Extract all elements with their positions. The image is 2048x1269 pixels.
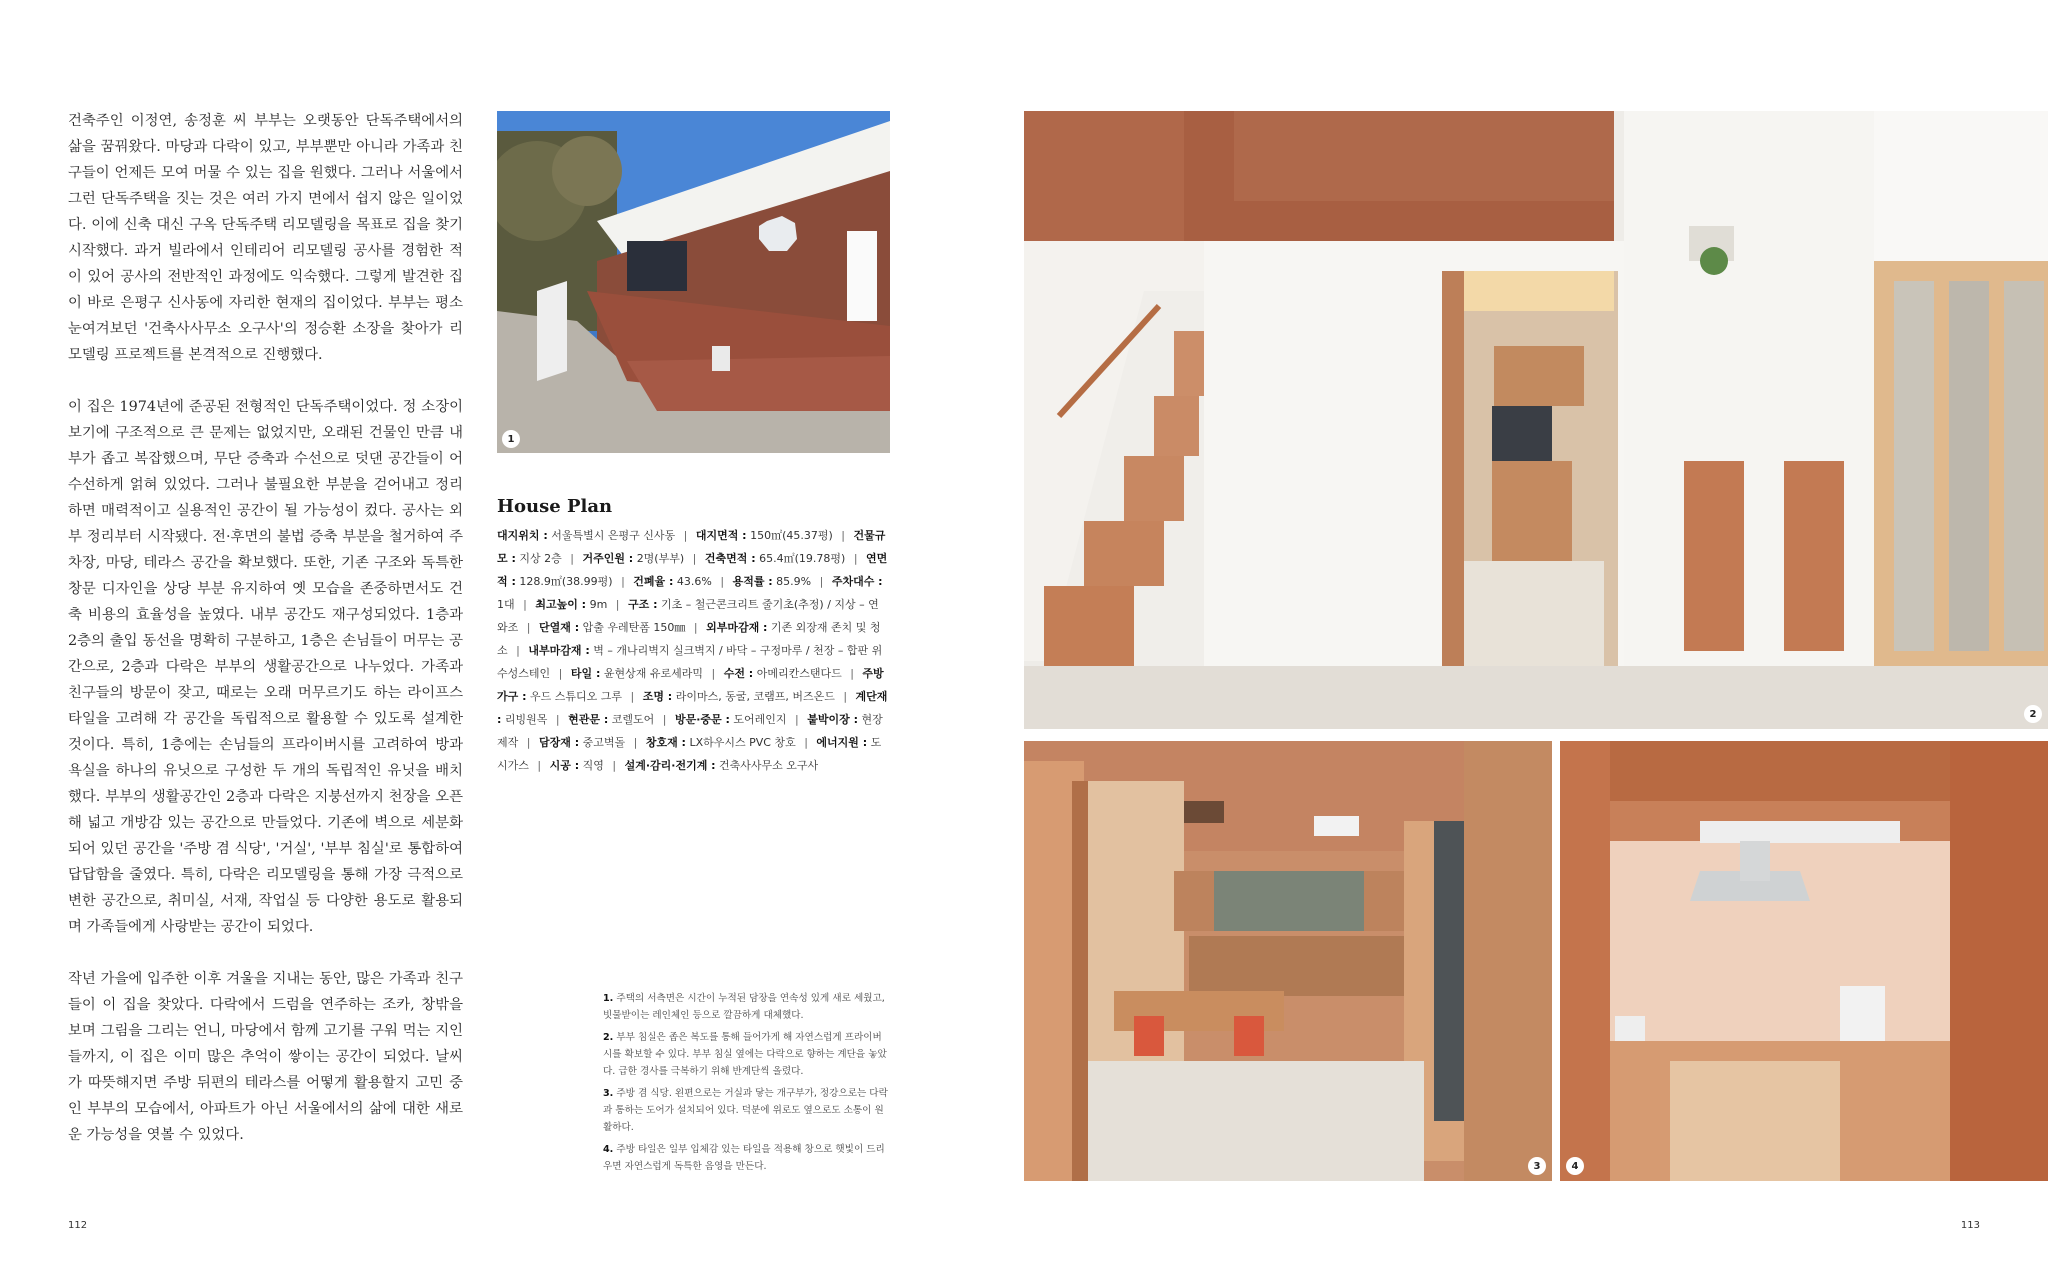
page-number-right: 113	[1960, 1220, 1980, 1231]
plan-spec-item	[625, 759, 819, 772]
plan-spec-label: 최고높이 :	[535, 598, 587, 611]
plan-spec-item	[724, 667, 842, 680]
photo-kitchen-dining	[1024, 741, 1552, 1181]
plan-spec-item	[646, 736, 796, 749]
plan-spec-label: 창호재 :	[645, 736, 686, 749]
plan-separator: |	[555, 713, 560, 726]
plan-spec-value: 기존 외장재 존치 및 청소	[497, 621, 881, 657]
photo-number-badge: 1	[502, 430, 520, 448]
plan-separator: |	[850, 667, 854, 680]
photo-captions	[603, 990, 890, 1180]
plan-separator: |	[621, 575, 625, 588]
plan-spec-value: 서울특별시 은평구 신사동	[551, 529, 676, 542]
plan-separator: |	[693, 621, 698, 634]
plan-spec-label: 구조 :	[628, 598, 658, 611]
plan-spec-value: 1대	[497, 598, 515, 611]
plan-spec-value: 지상 2층	[519, 552, 562, 565]
plan-separator: |	[683, 529, 688, 542]
plan-spec-value: 리빙원목	[504, 713, 548, 726]
article-body	[68, 108, 463, 1174]
plan-spec-value: 85.9%	[776, 575, 812, 588]
plan-spec-label: 붙박이장 :	[807, 713, 858, 726]
house-plan-specs	[497, 524, 889, 777]
plan-separator: |	[692, 552, 697, 565]
plan-separator: |	[853, 552, 858, 565]
plan-spec-value: 도어레인지	[733, 713, 787, 726]
plan-spec-label: 타일 :	[570, 667, 601, 680]
plan-spec-label: 방문·중문 :	[674, 713, 730, 726]
plan-spec-label: 내부마감재 :	[528, 644, 590, 657]
plan-spec-value: 128.9㎡(38.99평)	[519, 575, 613, 588]
plan-spec-value: 150㎡(45.37평)	[750, 529, 833, 542]
plan-separator: |	[537, 759, 542, 772]
plan-spec-label: 조명 :	[642, 690, 673, 703]
plan-spec-label: 연면적 :	[497, 552, 888, 588]
plan-spec-item	[705, 552, 845, 565]
plan-spec-item	[497, 529, 675, 542]
plan-spec-label: 대지위치 :	[497, 529, 548, 542]
plan-separator: |	[612, 759, 617, 772]
plan-spec-value: 건축사사무소 오구사	[719, 759, 819, 772]
plan-spec-item	[535, 598, 607, 611]
plan-separator: |	[570, 552, 574, 565]
house-plan-title: House Plan	[497, 496, 613, 517]
plan-spec-label: 건폐율 :	[633, 575, 674, 588]
photo-kitchen-tiles	[1560, 741, 2048, 1181]
plan-spec-value: 우드 스튜디오 그루	[529, 690, 622, 703]
body-paragraph: 작년 가을에 입주한 이후 겨울을 지내는 동안, 많은 가족과 친구들이 이 집을 찾았다. 다락에서 드럼을 연주하는 조카, 창밖을 보며 그림을 그리는 언니, 마당에서 함께 고기를 구워 먹는 지인들까지, 이 집은 이미 많은 추억이 쌓이는 공간이 되었다. 날씨가 따뜻해지면 주방 뒤편의 테라스를 어떻게 활용할지 고민 중인 부부의 모습에서, 아파트가 아닌 서울에서의 삶에 대한 새로운 가능성을 엿볼 수 있었다.	[68, 971, 463, 1143]
plan-separator: |	[516, 644, 520, 657]
plan-separator: |	[630, 690, 635, 703]
photo-number-badge: 4	[1566, 1157, 1584, 1175]
plan-spec-label: 수전 :	[723, 667, 754, 680]
plan-separator: |	[819, 575, 824, 588]
plan-spec-label: 설계·감리·전기계 :	[624, 759, 716, 772]
plan-spec-value: 기초 – 철근콘크리트 줄기초(추정) / 지상 – 연와조	[497, 598, 879, 634]
caption-item: 3. 주방 겸 식당. 왼편으로는 거실과 닿는 개구부가, 정강으로는 다락과 통하는 도어가 설치되어 있다. 덕분에 위로도 옆으로도 소통이 원활하다.	[603, 1088, 888, 1133]
plan-spec-item	[696, 529, 833, 542]
plan-spec-item	[550, 759, 604, 772]
caption-item: 4. 주방 타일은 일부 입체감 있는 타일을 적용해 창으로 햇빛이 드리우면 자연스럽게 독특한 음영을 만든다.	[603, 1144, 885, 1172]
plan-separator: |	[558, 667, 563, 680]
plan-spec-label: 현관문 :	[568, 713, 609, 726]
caption-item: 1. 주택의 서측면은 시간이 누적된 담장을 연속성 있게 새로 세웠고, 빗물받이는 레인체인 등으로 깔끔하게 대체했다.	[603, 993, 885, 1021]
plan-spec-value: 아메리칸스탠다드	[756, 667, 842, 680]
body-paragraph: 건축주인 이정연, 송정훈 씨 부부는 오랫동안 단독주택에서의 삶을 꿈꿔왔다. 마당과 다락이 있고, 부부뿐만 아니라 가족과 친구들이 언제든 모여 머물 수 있는 집을 원했다. 그러나 서울에서 그런 단독주택을 짓는 것은 여러 가지 면에서 쉽지 않은 일이었다. 이에 신축 대신 구옥 단독주택 리모델링을 목표로 집을 찾기 시작했다. 과거 빌라에서 인테리어 리모델링 공사를 경험한 적이 있어 공사의 전반적인 과정에도 익숙했다. 그렇게 발견한 집이 바로 은평구 신사동에 자리한 현재의 집이었다. 부부는 평소 눈여겨보던 '건축사사무소 오구사'의 정승환 소장을 찾아가 리모델링 프로젝트를 본격적으로 진행했다.	[68, 113, 463, 363]
plan-spec-item	[539, 736, 625, 749]
plan-spec-value: 코렐도어	[611, 713, 655, 726]
plan-spec-value: 2명(부부)	[636, 552, 685, 565]
plan-separator: |	[711, 667, 716, 680]
plan-spec-item	[733, 575, 812, 588]
plan-spec-value: 압출 우레탄폼 150㎜	[582, 621, 686, 634]
plan-spec-value: 65.4㎡(19.78평)	[759, 552, 846, 565]
plan-spec-label: 주방 가구 :	[497, 667, 884, 703]
plan-spec-label: 단열재 :	[538, 621, 580, 634]
plan-spec-value: 43.6%	[676, 575, 712, 588]
caption-item: 2. 부부 침실은 좁은 복도를 통해 들어가게 해 자연스럽게 프라이버시를 확보할 수 있다. 부부 침실 옆에는 다락으로 향하는 계단을 놓았다. 급한 경사를 극복하기 위해 반계단씩 올렸다.	[603, 1032, 887, 1077]
plan-separator: |	[841, 529, 845, 542]
photo-exterior	[497, 111, 890, 453]
plan-spec-label: 건축면적 :	[704, 552, 756, 565]
plan-spec-label: 외부마감재 :	[706, 621, 768, 634]
page-number-left: 112	[68, 1220, 88, 1231]
plan-spec-item	[571, 667, 703, 680]
plan-separator: |	[720, 575, 725, 588]
plan-separator: |	[662, 713, 667, 726]
photo-bedroom-stair	[1024, 111, 2048, 729]
plan-spec-item	[633, 575, 712, 588]
plan-spec-label: 거주인원 :	[582, 552, 634, 565]
plan-spec-value: LX하우시스 PVC 창호	[689, 736, 796, 749]
plan-spec-item	[643, 690, 835, 703]
plan-separator: |	[633, 736, 638, 749]
plan-spec-value: 중고벽돌	[582, 736, 626, 749]
plan-spec-label: 에너지원 :	[816, 736, 868, 749]
plan-spec-value: 벽 – 개나리벽지 실크벽지 / 바닥 – 구정마루 / 천장 – 합판 위 수성스테인	[497, 644, 883, 680]
body-paragraph: 이 집은 1974년에 준공된 전형적인 단독주택이었다. 정 소장이 보기에 구조적으로 큰 문제는 없었지만, 오래된 건물인 만큼 내부가 좁고 복잡했으며, 무단 증축과 수선으로 덧댄 공간들이 어수선하게 얽혀 있었다. 그러나 불필요한 부분을 걷어내고 정리하면 매력적이고 실용적인 공간이 될 가능성이 컸다. 공사는 외부 정리부터 시작됐다. 전·후면의 불법 증축 부분을 철거하여 주차장, 마당, 테라스 공간을 확보했다. 또한, 기존 구조와 독특한 창문 디자인을 상당 부분 유지하여 옛 모습을 존중하면서도 건축 비용의 효율성을 높였다. 내부 공간도 재구성되었다. 1층과 2층의 출입 동선을 명확히 구분하고, 1층은 손님들이 머무는 공간으로, 2층과 다락은 부부의 생활공간으로 나누었다. 가족과 친구들의 방문이 잦고, 때로는 오래 머무르기도 하는 라이프스타일을 고려해 각 공간을 독립적으로 활용할 수 있도록 설계한 것이다. 특히, 1층에는 손님들의 프라이버시를 고려하여 방과 욕실을 하나의 유닛으로 구성한 두 개의 독립적인 유닛을 배치했다. 부부의 생활공간인 2층과 다락은 지붕선까지 천장을 오픈해 넓고 개방감 있는 공간으로 만들었다. 기존에 벽으로 세분화되어 있던 공간을 '주방 겸 식당', '거실', '부부 침실'로 통합하여 답답함을 줄였다. 특히, 다락은 리모델링을 통해 가장 극적으로 변한 공간으로, 취미실, 서재, 작업실 등 다양한 용도로 활용되며 가족들에게 사랑받는 공간이 되었다.	[68, 399, 463, 935]
plan-spec-item	[582, 552, 684, 565]
plan-spec-value: 도시가스	[497, 736, 882, 772]
plan-spec-label: 대지면적 :	[695, 529, 747, 542]
plan-separator: |	[526, 621, 531, 634]
plan-spec-value: 직영	[582, 759, 604, 772]
plan-spec-label: 계단재 :	[497, 690, 888, 726]
plan-spec-label: 용적률 :	[732, 575, 773, 588]
plan-separator: |	[523, 598, 527, 611]
plan-spec-value: 현장 제작	[497, 713, 883, 749]
plan-spec-item	[539, 621, 685, 634]
plan-spec-label: 담장재 :	[538, 736, 580, 749]
plan-separator: |	[804, 736, 808, 749]
plan-spec-label: 주차대수 :	[831, 575, 883, 588]
plan-spec-value: 라이마스, 동굴, 코램프, 버즈온드	[675, 690, 835, 703]
plan-spec-item	[675, 713, 787, 726]
plan-separator: |	[795, 713, 799, 726]
plan-spec-label: 시공 :	[549, 759, 580, 772]
plan-separator: |	[615, 598, 620, 611]
plan-separator: |	[526, 736, 531, 749]
photo-number-badge: 2	[2024, 705, 2042, 723]
plan-spec-value: 윤현상재 유로세라믹	[603, 667, 703, 680]
plan-separator: |	[843, 690, 848, 703]
plan-spec-value: 9m	[589, 598, 608, 611]
photo-number-badge: 3	[1528, 1157, 1546, 1175]
plan-spec-item	[568, 713, 654, 726]
plan-spec-label: 건물규모 :	[497, 529, 886, 565]
